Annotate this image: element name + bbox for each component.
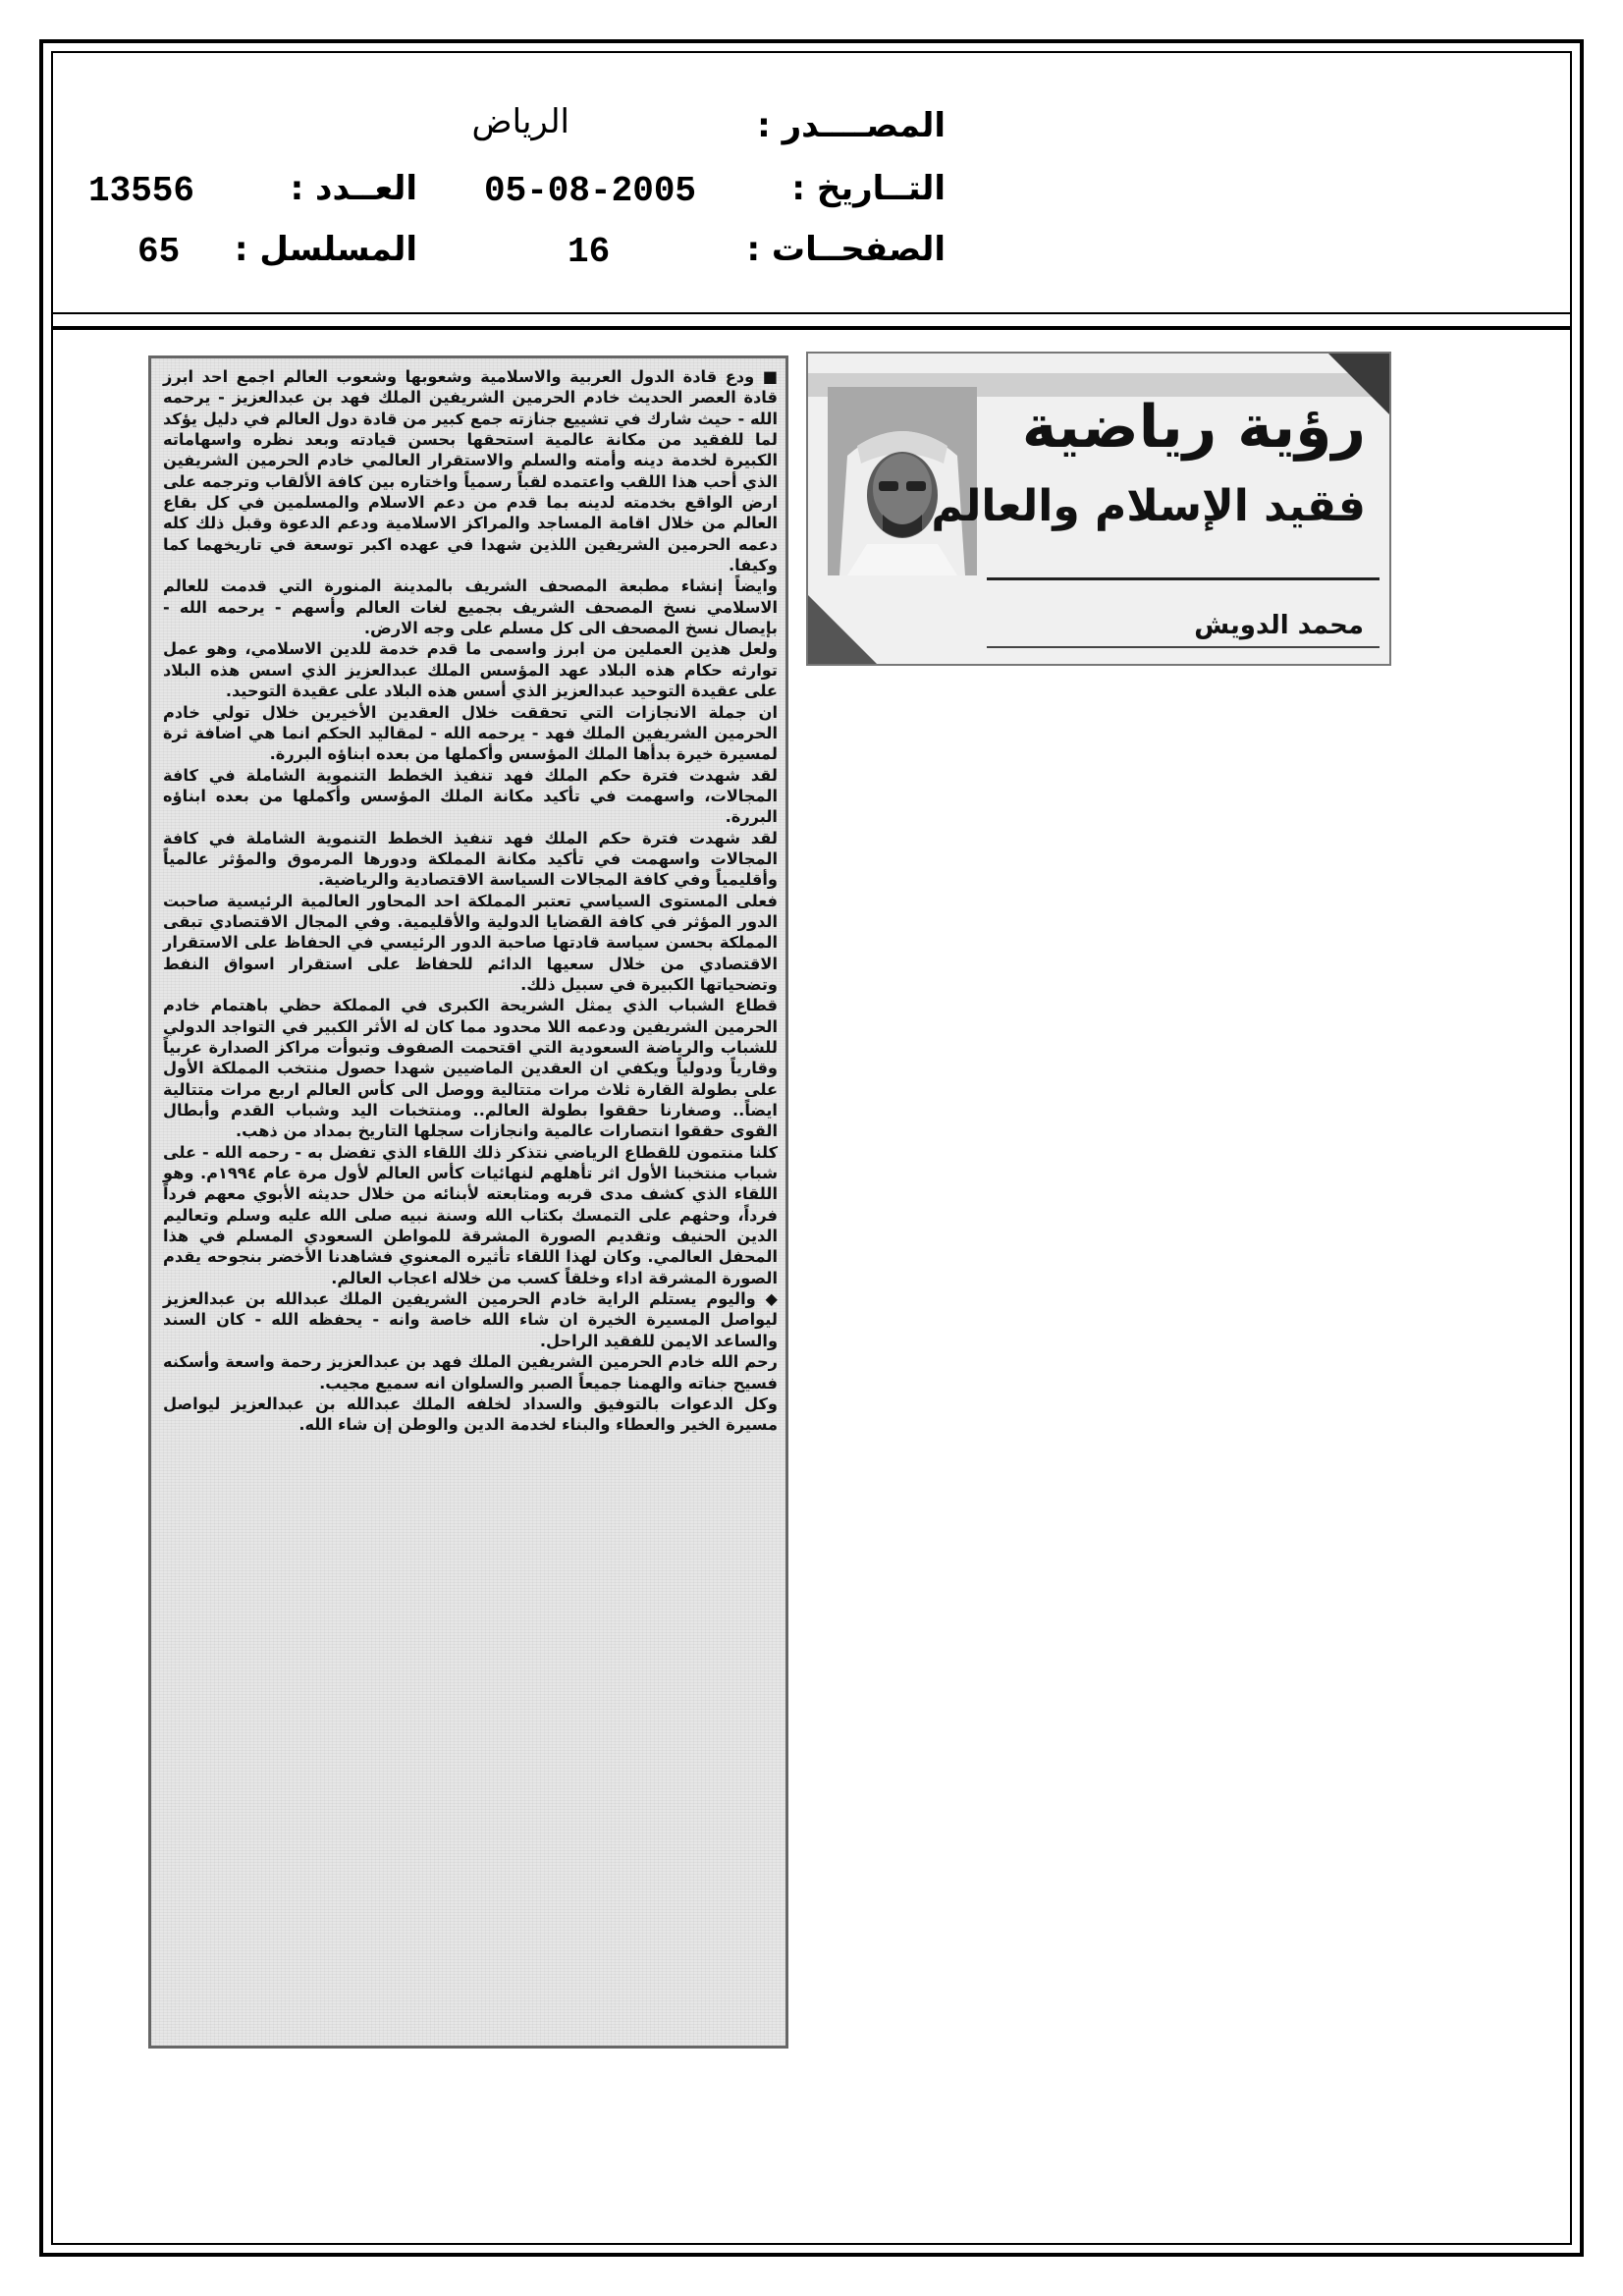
article-paragraph: رحم الله خادم الحرمين الشريفين الملك فهد بن عبدالعزيز رحمة واسعة وأسكنه فسيح جناته والهمنا جميعاً الصبر والسلوان انه سميع مجيب. — [163, 1352, 778, 1393]
pages-value: 16 — [568, 232, 611, 272]
header-divider-thick — [51, 326, 1572, 330]
column-header-box — [806, 352, 1391, 666]
column-name: رؤية رياضية — [1021, 393, 1366, 462]
article-paragraph: قطاع الشباب الذي يمثل الشريحة الكبرى في المملكة حظي باهتمام خادم الحرمين الشريفين ودعمه اللا محدود مما كان له الأثر الكبير في التواجد الدولي للشباب والرياضة السعودية التي اقتحمت الصفوف وتبوأت مراكز الصدارة عربياً وقارياً ودولياً ويكفي ان العقدين الماضيين شهدا حصول منتخب المملكة الأول على بطولة القارة ثلاث مرات متتالية ووصل الى كأس العالم اربع مرات متتالية ايضاً.. وصغارنا حققوا بطولة العالم.. ومنتخبات اليد وشباب القدم وأبطال القوى حققوا انتصارات عالمية وانجازات سجلها التاريخ بمداد من ذهب. — [163, 996, 778, 1141]
article-body — [163, 366, 778, 1436]
article-paragraph: وكل الدعوات بالتوفيق والسداد لخلفه الملك عبدالله بن عبدالعزيز ليواصل مسيرة الخير والعطاء والبناء لخدمة الدين والوطن إن شاء الله. — [163, 1394, 778, 1435]
article-paragraph: كلنا منتمون للقطاع الرياضي نتذكر ذلك اللقاء الذي تفضل به - رحمه الله - على شباب منتخبنا الأول اثر تأهلهم لنهائيات كأس العالم لأول مرة عام ١٩٩٤م. وهو اللقاء الذي كشف مدى قربه ومتابعته لأبنائه من خلال حديثه الأبوي معهم فرداً فرداً، وحثهم على التمسك بكتاب الله وسنة نبيه صلى الله عليه وسلم وتعاليم الدين الحنيف وتقديم الصورة المشرقة للمواطن السعودي المسلم في هذا المحفل العالمي. وكان لهذا اللقاء تأثيره المعنوي فشاهدنا الأخضر بنجوحه يقدم الصورة المشرقة اداء وخلقاً كسب من خلاله اعجاب العالم. — [163, 1142, 778, 1287]
title-rule — [987, 577, 1380, 580]
author-rule — [987, 646, 1380, 648]
article-paragraph: ان جملة الانجازات التي تحققت خلال العقدين الأخيرين خلال تولي خادم الحرمين الشريفين الملك فهد - يرحمه الله - لمقاليد الحكم انما هي اضافة ثرة لمسيرة خيرة بدأها الملك المؤسس وأكملها من بعده ابناؤه البررة. — [163, 702, 778, 764]
article-paragraph: لقد شهدت فترة حكم الملك فهد تنفيذ الخطط التنموية الشاملة في كافة المجالات، واسهمت في تأكيد مكانة الملك المؤسس وأكملها من بعده ابناؤه البررة. — [163, 765, 778, 827]
issue-label: العــدد : — [290, 169, 417, 208]
source-value: الرياض — [471, 102, 569, 141]
header-divider — [51, 312, 1572, 314]
article-paragraph: ◆ واليوم يستلم الراية خادم الحرمين الشريفين الملك عبدالله بن عبدالعزيز ليواصل المسيرة الخيرة ان شاء الله خاصة وانه - يحفظه الله - كان السند والساعد الايمن للفقيد الراحل. — [163, 1289, 778, 1350]
corner-decoration — [808, 595, 877, 664]
author-name: محمد الدويش — [1194, 611, 1364, 640]
article-paragraph: ■ ودع قادة الدول العربية والاسلامية وشعوبها وشعوب العالم اجمع احد ابرز قادة العصر الحديث خادم الحرمين الشريفين الملك فهد بن عبدالعزيز - يرحمه الله - حيث شارك في تشييع جنازته جمع كبير من قادة دول العالم في دليل يؤكد لما للفقيد من مكانة عالمية استحقها بحسن قيادته وبعد نظره واسهاماته الكبيرة لخدمة دينه وأمته والسلم والاستقرار العالمي خادم الحرمين الشريفين الذي أحب هذا اللقب واعتمده لقباً رسمياً واختاره بين كافة الألقاب وترجمه على ارض الواقع بخدمته لدينه بما قدم من دعم الاسلام والمسلمين في كل بقاع العالم من خلال اقامة المساجد والمراكز الاسلامية ودعم الدعوة وقبل ذلك كله دعمه الحرمين الشريفين اللذين شهدا في عهده اكبر توسعة في تاريخهما كما وكيفا. — [163, 367, 778, 575]
article-paragraph: لقد شهدت فترة حكم الملك فهد تنفيذ الخطط التنموية الشاملة في كافة المجالات واسهمت في تأكيد مكانة المملكة ودورها المرموق والمؤثر عالمياً وأقليمياً وفي كافة المجالات السياسة الاقتصادية والرياضية. — [163, 828, 778, 890]
article-column — [148, 355, 788, 2049]
article-paragraph: وايضاً إنشاء مطبعة المصحف الشريف بالمدينة المنورة التي قدمت للعالم الاسلامي نسخ المصحف الشريف بجميع لغات العالم وأسهم - يرحمه الله - بإيصال نسخ المصحف الى كل مسلم على وجه الارض. — [163, 576, 778, 638]
serial-value: 65 — [137, 232, 181, 272]
date-value: 05-08-2005 — [484, 171, 697, 211]
date-label: التــاريخ : — [791, 169, 946, 208]
article-paragraph: ولعل هذين العملين من ابرز واسمى ما قدم خدمة للدين الاسلامي، وهو عمل توارثه حكام هذه البلاد عهد المؤسس الملك عبدالعزيز الذي اسس هذه البلاد على عقيدة التوحيد عبدالعزيز الذي أسس هذه البلاد على عقيدة التوحيد. — [163, 639, 778, 701]
article-paragraph: فعلى المستوى السياسي تعتبر المملكة احد المحاور العالمية الرئيسية صاحبت الدور المؤثر في كافة القضايا الدولية والأقليمية. وفي المجال الاقتصادي تبقى المملكة بحسن سياسة قادتها صاحبة الدور الرئيسي في الحفاظ على الاستقرار الاقتصادي من خلال سعيها الدائم للحفاظ على استقرار اسواق النفط وتضحياتها الكبيرة في سبيل ذلك. — [163, 891, 778, 994]
article-title: فقيد الإسلام والعالم — [931, 481, 1366, 531]
issue-value: 13556 — [88, 171, 195, 211]
serial-label: المسلسل : — [234, 230, 417, 269]
pages-label: الصفحــات : — [746, 230, 946, 269]
source-label: المصــــدر : — [757, 106, 946, 145]
